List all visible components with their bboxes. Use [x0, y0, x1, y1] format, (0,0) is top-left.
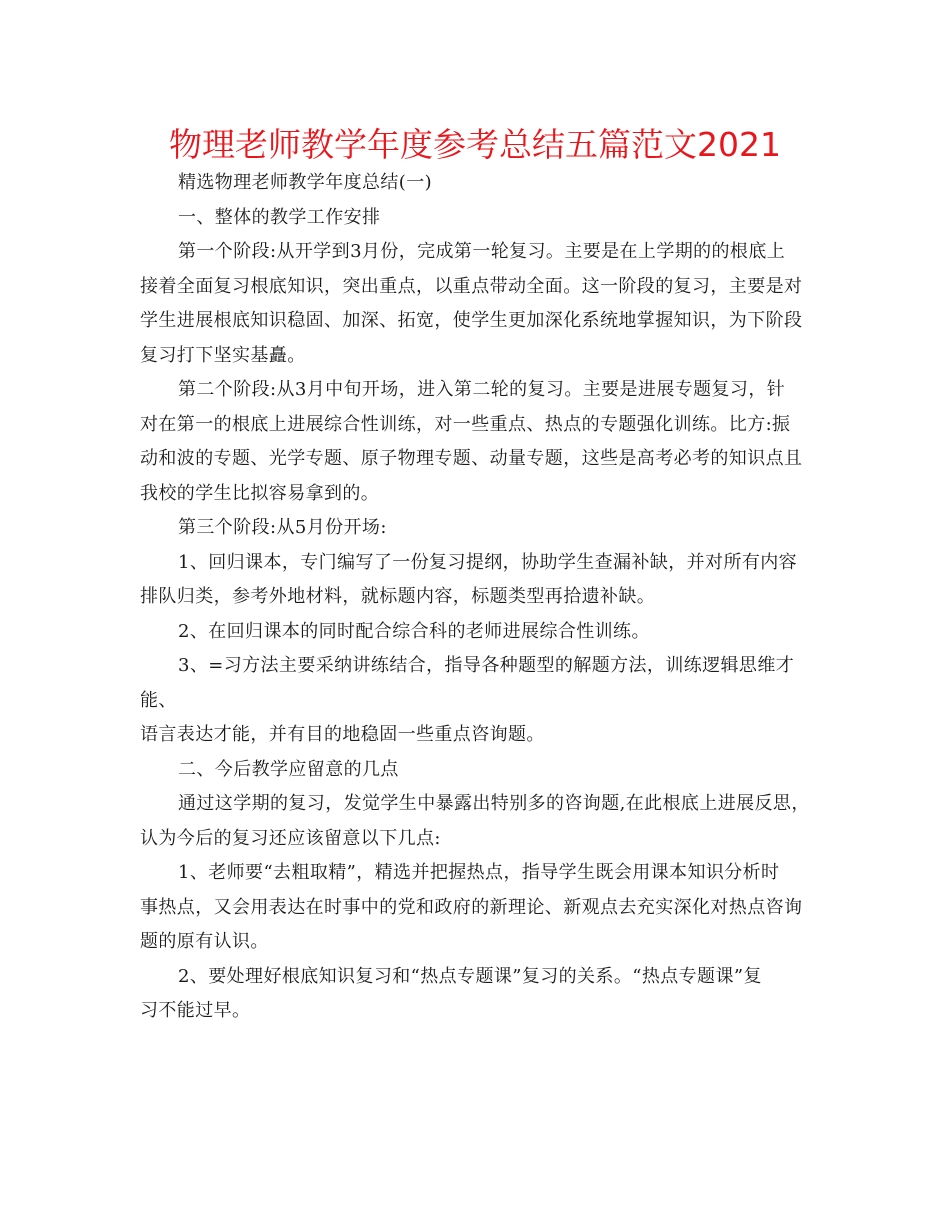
paragraph: [140, 787, 830, 856]
paragraph: [140, 960, 830, 1029]
paragraph: [140, 615, 830, 650]
paragraph: [140, 753, 830, 788]
paragraph-line: 3、=习方法主要采纳讲练结合，指导各种题型的解题方法，训练逻辑思维才能、: [140, 655, 795, 711]
paragraph-line: 第二个阶段:从3月中旬开场，进入第二轮的复习。主要是进展专题复习，针: [178, 379, 786, 400]
paragraph-line: 排队归类，参考外地材料，就标题内容，标题类型再拾遗补缺。: [140, 586, 656, 607]
paragraph-line: 一、整体的教学工作安排: [178, 206, 381, 228]
paragraph-line: 二、今后教学应留意的几点: [178, 758, 399, 780]
paragraph-line: 通过这学期的复习，发觉学生中暴露出特别多的咨询题,在此根底上进展反思，: [178, 793, 810, 814]
paragraph-line: 题的原有认识。: [140, 931, 269, 952]
document-body: [140, 166, 830, 1029]
paragraph-line: 2、在回归课本的同时配合综合科的老师进展综合性训练。: [178, 620, 650, 642]
paragraph-line: 1、回归课本，专门编写了一份复习提纲，协助学生查漏补缺，并对所有内容: [178, 551, 798, 573]
paragraph: [140, 856, 830, 960]
paragraph-line: 第三个阶段:从5月份开场:: [178, 517, 387, 538]
paragraph-line: 动和波的专题、光学专题、原子物理专题、动量专题，这些是高考必考的知识点且: [140, 448, 803, 469]
paragraph-line: 精选物理老师教学年度总结(一): [178, 172, 433, 193]
paragraph: [140, 511, 830, 546]
paragraph: [140, 649, 830, 753]
paragraph: [140, 373, 830, 511]
paragraph-line: 2、要处理好根底知识复习和“热点专题课”复习的关系。“热点专题课”复: [178, 965, 762, 987]
paragraph: [140, 546, 830, 615]
paragraph-line: 语言表达才能，并有目的地稳固一些重点咨询题。: [140, 724, 545, 745]
paragraph-line: 学生进展根底知识稳固、加深、拓宽，使学生更加深化系统地掌握知识，为下阶段: [140, 310, 803, 331]
document-title: 物理老师教学年度参考总结五篇范文2021: [169, 125, 781, 164]
paragraph-line: 我校的学生比拟容易拿到的。: [140, 482, 380, 504]
paragraph-line: 复习打下坚实基矗。: [140, 344, 306, 366]
paragraph: [140, 201, 830, 236]
paragraph: [140, 235, 830, 373]
paragraph-line: 认为今后的复习还应该留意以下几点:: [140, 827, 441, 849]
paragraph-line: 对在第一的根底上进展综合性训练，对一些重点、热点的专题强化训练。比方:振: [140, 413, 791, 435]
paragraph-line: 事热点，又会用表达在时事中的党和政府的新理论、新观点去充实深化对热点咨询: [140, 896, 803, 918]
paragraph-line: 接着全面复习根底知识，突出重点，以重点带动全面。这一阶段的复习，主要是对: [140, 275, 803, 297]
paragraph-line: 第一个阶段:从开学到3月份，完成第一轮复习。主要是在上学期的的根底上: [178, 241, 786, 262]
paragraph: [140, 166, 830, 201]
paragraph-line: 习不能过早。: [140, 1000, 251, 1021]
paragraph-line: 1、老师要“去粗取精”，精选并把握热点，指导学生既会用课本知识分析时: [178, 862, 780, 883]
